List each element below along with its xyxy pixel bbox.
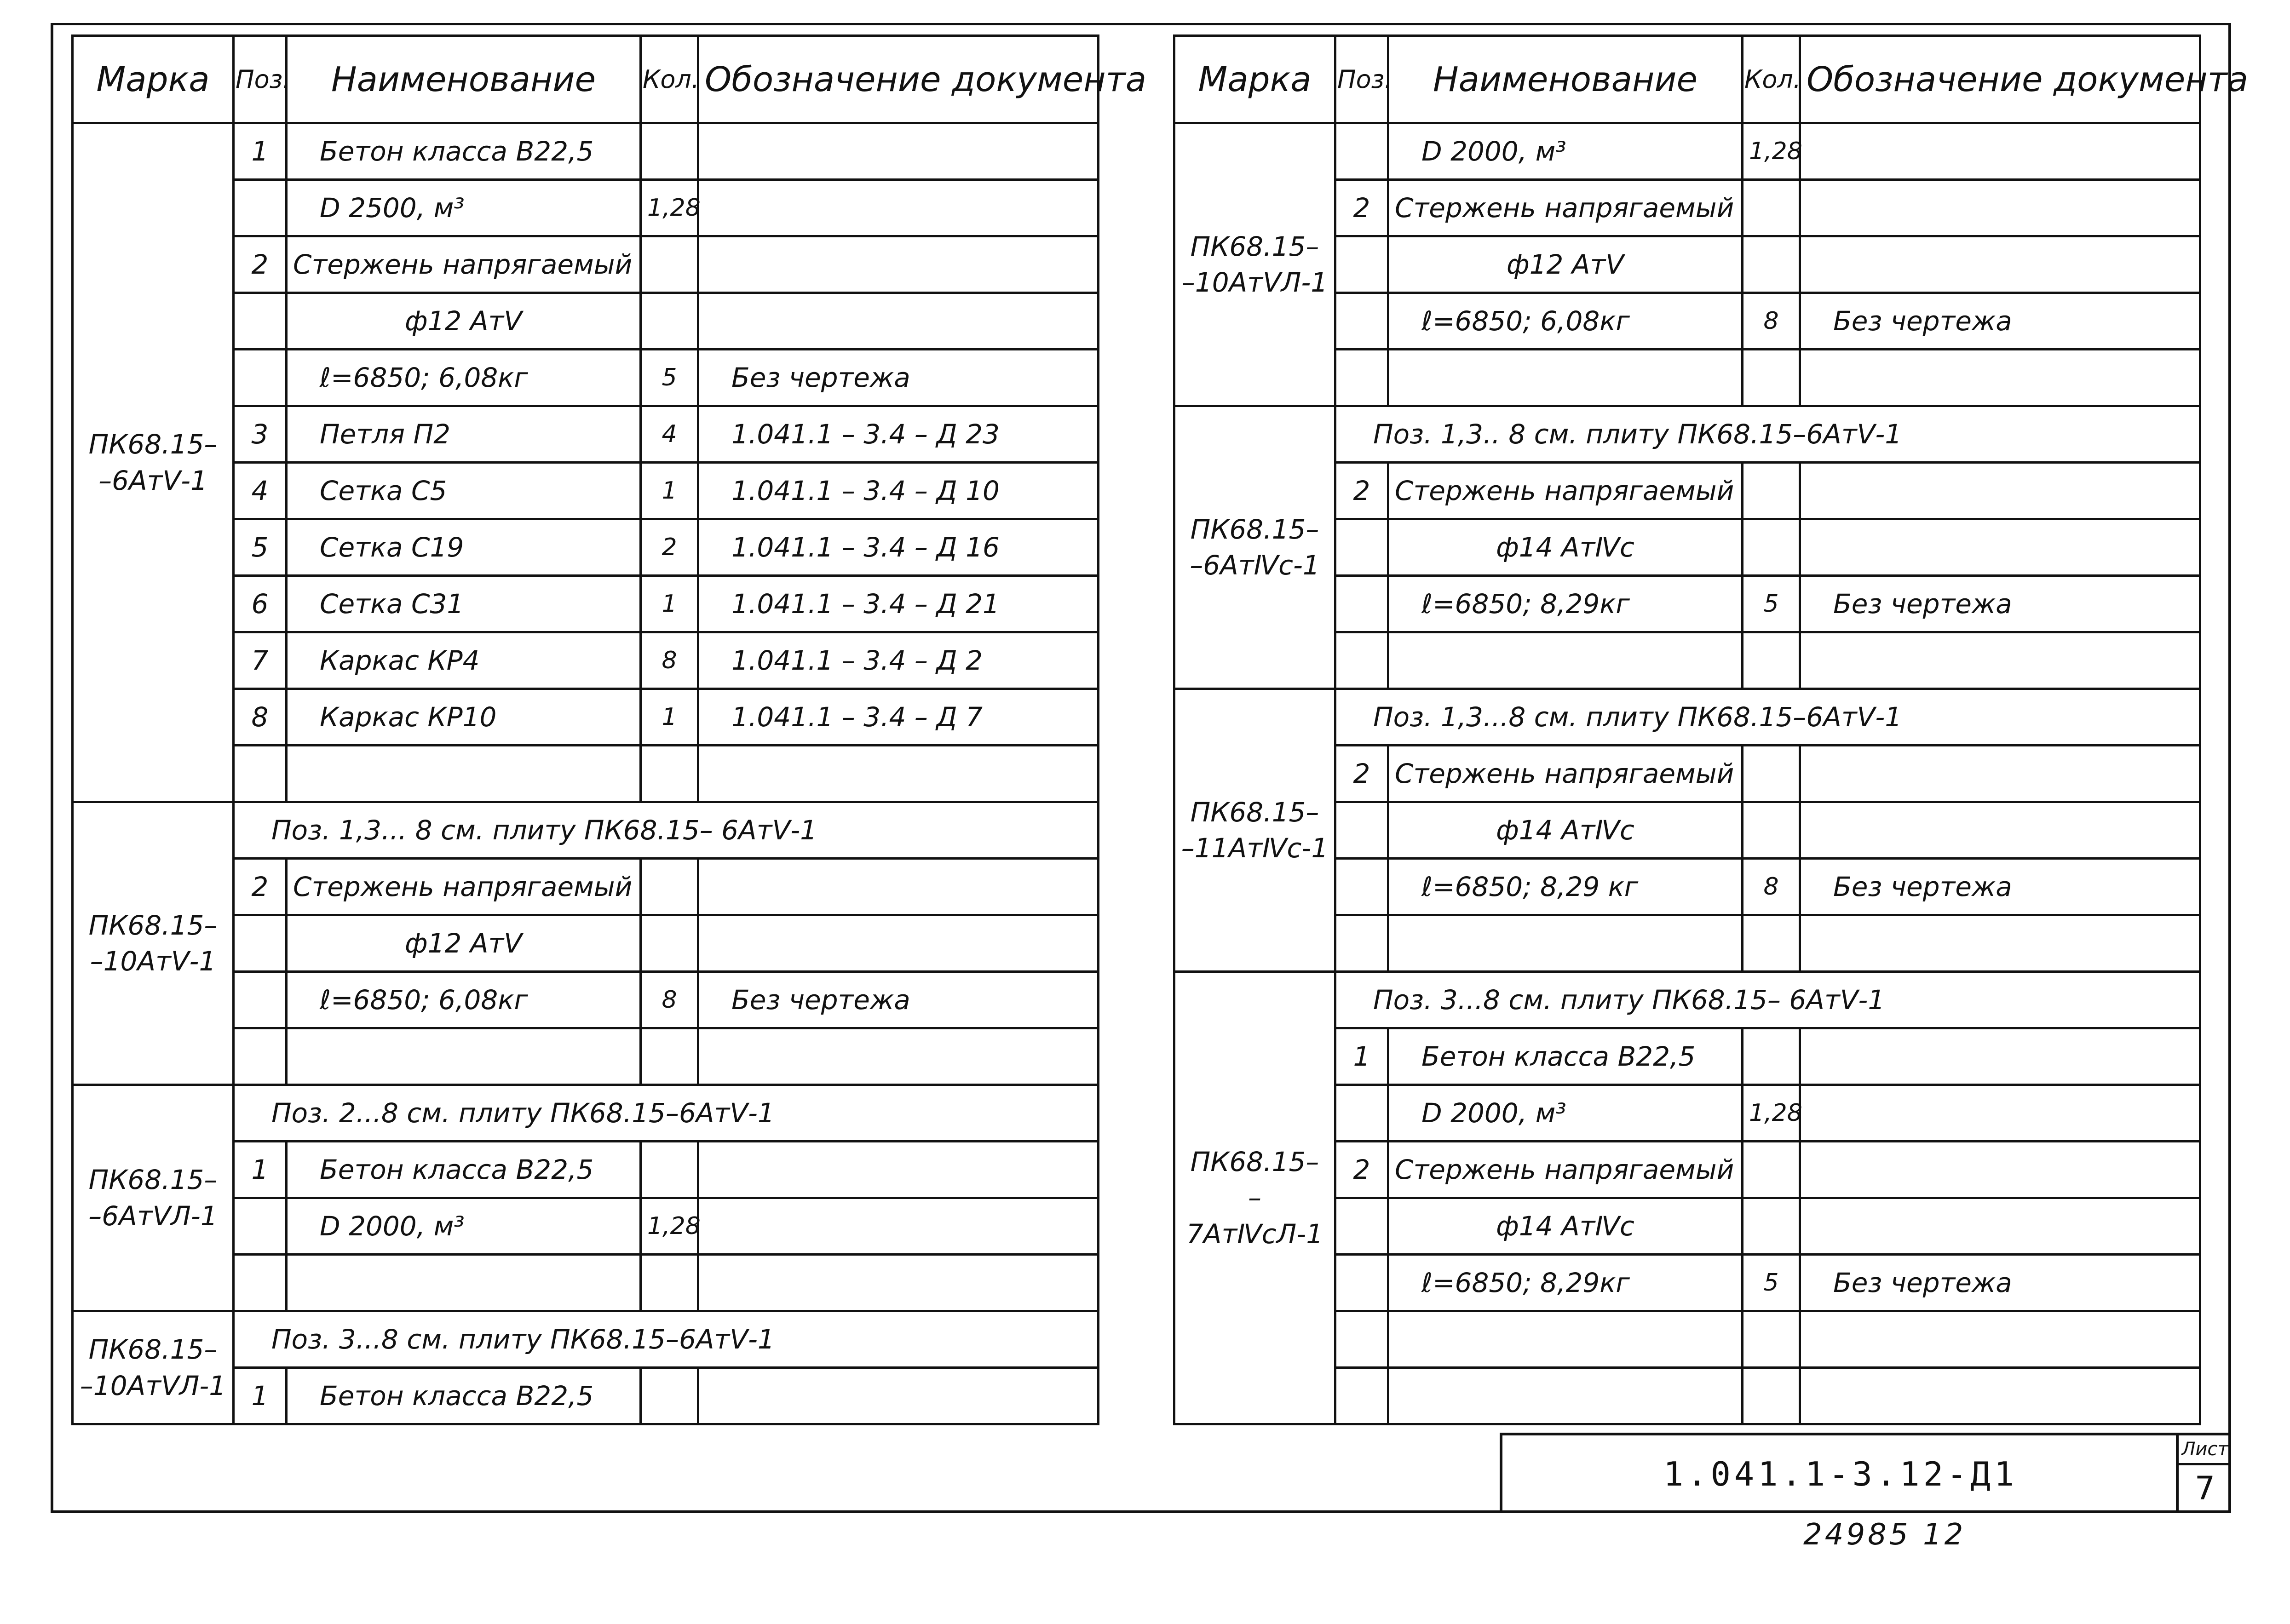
- pos-cell: [1335, 915, 1388, 972]
- pos-cell: 2: [1335, 463, 1388, 519]
- qty-cell: 8: [641, 632, 698, 689]
- name-cell: ф14 АтⅣс: [1388, 802, 1743, 859]
- pos-cell: 1: [1335, 1028, 1388, 1085]
- doc-cell: [698, 123, 1099, 180]
- doc-cell: 1.041.1 – 3.4 – Д 16: [698, 519, 1099, 576]
- doc-cell: 1.041.1 – 3.4 – Д 2: [698, 632, 1099, 689]
- reference-note: Поз. 1,3...8 см. плиту ПК68.15–6АтⅤ-1: [1335, 689, 2200, 746]
- pos-cell: 1: [234, 1142, 287, 1198]
- doc-cell: [698, 1028, 1099, 1085]
- header-qty: Кол.: [1743, 36, 1800, 123]
- doc-cell: [1800, 1085, 2200, 1142]
- table-row: [73, 123, 1099, 180]
- header-pos: Поз.: [234, 36, 287, 123]
- mark-cell: ПК68.15– –10АтⅤЛ-1: [73, 1311, 234, 1424]
- doc-cell: 1.041.1 – 3.4 – Д 23: [698, 406, 1099, 463]
- name-cell: Бетон класса В22,5: [1388, 1028, 1743, 1085]
- pos-cell: [1335, 519, 1388, 576]
- header-mark: Марка: [73, 36, 234, 123]
- header-pos: Поз.: [1335, 36, 1388, 123]
- name-cell: ℓ=6850; 6,08кг: [287, 972, 641, 1028]
- doc-cell: [698, 293, 1099, 350]
- qty-cell: 1: [641, 689, 698, 746]
- pos-cell: 4: [234, 463, 287, 519]
- doc-cell: Без чертежа: [1800, 1255, 2200, 1311]
- doc-cell: [698, 859, 1099, 915]
- qty-cell: 1: [641, 576, 698, 632]
- doc-cell: [698, 1142, 1099, 1198]
- pos-cell: [1335, 576, 1388, 632]
- table-header-row: [73, 36, 1099, 123]
- qty-cell: 8: [1743, 859, 1800, 915]
- name-cell: Стержень напрягаемый: [1388, 746, 1743, 802]
- name-cell: [287, 1255, 641, 1311]
- pos-cell: [1335, 1198, 1388, 1255]
- name-cell: [1388, 632, 1743, 689]
- name-cell: Бетон класса В22,5: [287, 1368, 641, 1424]
- qty-cell: [1743, 1368, 1800, 1424]
- pos-cell: 2: [234, 859, 287, 915]
- qty-cell: [1743, 1142, 1800, 1198]
- pos-cell: 2: [1335, 1142, 1388, 1198]
- title-block-stamp: [1500, 1433, 2231, 1513]
- doc-cell: [1800, 519, 2200, 576]
- pos-cell: 6: [234, 576, 287, 632]
- mark-cell: ПК68.15– –6АтⅤЛ-1: [73, 1085, 234, 1311]
- pos-cell: [1335, 802, 1388, 859]
- pos-cell: 2: [234, 236, 287, 293]
- pos-cell: [1335, 123, 1388, 180]
- qty-cell: [1743, 915, 1800, 972]
- header-doc: Обозначение документа: [1800, 36, 2200, 123]
- doc-cell: Без чертежа: [1800, 859, 2200, 915]
- pos-cell: [234, 1198, 287, 1255]
- qty-cell: [641, 1255, 698, 1311]
- mark-cell: ПК68.15– –6АтⅣс-1: [1174, 406, 1335, 689]
- name-cell: ℓ=6850; 6,08кг: [1388, 293, 1743, 350]
- qty-cell: 5: [641, 350, 698, 406]
- name-cell: ф14 АтⅣс: [1388, 1198, 1743, 1255]
- pos-cell: 5: [234, 519, 287, 576]
- qty-cell: 1: [641, 463, 698, 519]
- qty-cell: [1743, 1311, 1800, 1368]
- doc-cell: [1800, 180, 2200, 236]
- pos-cell: [1335, 859, 1388, 915]
- pos-cell: 2: [1335, 746, 1388, 802]
- name-cell: Стержень напрягаемый: [1388, 180, 1743, 236]
- pos-cell: [1335, 1255, 1388, 1311]
- name-cell: ф12 АтⅤ: [287, 293, 641, 350]
- name-cell: ℓ=6850; 8,29кг: [1388, 576, 1743, 632]
- pos-cell: [234, 972, 287, 1028]
- name-cell: Бетон класса В22,5: [287, 1142, 641, 1198]
- header-doc: Обозначение документа: [698, 36, 1099, 123]
- qty-cell: 1,28: [641, 1198, 698, 1255]
- qty-cell: [641, 293, 698, 350]
- qty-cell: [641, 859, 698, 915]
- name-cell: [1388, 915, 1743, 972]
- name-cell: Стержень напрягаемый: [1388, 463, 1743, 519]
- doc-cell: Без чертежа: [1800, 293, 2200, 350]
- doc-cell: [1800, 1311, 2200, 1368]
- name-cell: D 2500, м³: [287, 180, 641, 236]
- name-cell: [287, 746, 641, 802]
- doc-cell: [1800, 350, 2200, 406]
- qty-cell: [641, 915, 698, 972]
- pos-cell: [1335, 632, 1388, 689]
- qty-cell: [1743, 802, 1800, 859]
- qty-cell: 2: [641, 519, 698, 576]
- qty-cell: 1,28: [641, 180, 698, 236]
- header-name: Наименование: [1388, 36, 1743, 123]
- mark-cell: ПК68.15– –6АтⅤ-1: [73, 123, 234, 802]
- doc-cell: 1.041.1 – 3.4 – Д 7: [698, 689, 1099, 746]
- doc-cell: Без чертежа: [1800, 576, 2200, 632]
- name-cell: Сетка С5: [287, 463, 641, 519]
- pos-cell: [1335, 236, 1388, 293]
- mark-cell: ПК68.15– –10АтⅤ-1: [73, 802, 234, 1085]
- sheet-number-box: [2176, 1435, 2231, 1513]
- qty-cell: [641, 1142, 698, 1198]
- qty-cell: [1743, 1198, 1800, 1255]
- pos-cell: 3: [234, 406, 287, 463]
- doc-cell: [698, 1255, 1099, 1311]
- doc-cell: [1800, 463, 2200, 519]
- qty-cell: 8: [641, 972, 698, 1028]
- name-cell: Стержень напрягаемый: [287, 859, 641, 915]
- pos-cell: [234, 915, 287, 972]
- doc-cell: [698, 180, 1099, 236]
- qty-cell: 4: [641, 406, 698, 463]
- doc-cell: [1800, 746, 2200, 802]
- specification-table-right: [1173, 34, 2249, 1425]
- pos-cell: [234, 293, 287, 350]
- name-cell: [1388, 1311, 1743, 1368]
- qty-cell: [1743, 1028, 1800, 1085]
- name-cell: ℓ=6850; 8,29кг: [1388, 1255, 1743, 1311]
- pos-cell: [1335, 293, 1388, 350]
- doc-cell: [1800, 1028, 2200, 1085]
- name-cell: [1388, 1368, 1743, 1424]
- name-cell: Стержень напрягаемый: [1388, 1142, 1743, 1198]
- name-cell: Каркас КР10: [287, 689, 641, 746]
- name-cell: ф12 АтⅤ: [1388, 236, 1743, 293]
- table-row: [1174, 972, 2200, 1028]
- reference-note: Поз. 1,3.. 8 см. плиту ПК68.15–6АтⅤ-1: [1335, 406, 2200, 463]
- name-cell: ℓ=6850; 6,08кг: [287, 350, 641, 406]
- table-row: [73, 1085, 1099, 1142]
- pos-cell: [1335, 350, 1388, 406]
- pos-cell: [234, 350, 287, 406]
- qty-cell: 8: [1743, 293, 1800, 350]
- qty-cell: [641, 236, 698, 293]
- doc-cell: 1.041.1 – 3.4 – Д 10: [698, 463, 1099, 519]
- qty-cell: 5: [1743, 576, 1800, 632]
- sheet-label: Лист: [2179, 1435, 2231, 1465]
- table-row: [1174, 689, 2200, 746]
- pos-cell: 8: [234, 689, 287, 746]
- name-cell: [1388, 350, 1743, 406]
- doc-cell: Без чертежа: [698, 350, 1099, 406]
- qty-cell: 1,28: [1743, 1085, 1800, 1142]
- name-cell: ℓ=6850; 8,29 кг: [1388, 859, 1743, 915]
- name-cell: D 2000, м³: [1388, 123, 1743, 180]
- pos-cell: [234, 1255, 287, 1311]
- name-cell: ф12 АтⅤ: [287, 915, 641, 972]
- qty-cell: [641, 1368, 698, 1424]
- qty-cell: 1,28: [1743, 123, 1800, 180]
- pos-cell: [234, 1028, 287, 1085]
- name-cell: Стержень напрягаемый: [287, 236, 641, 293]
- name-cell: Сетка С19: [287, 519, 641, 576]
- pos-cell: [234, 746, 287, 802]
- qty-cell: [1743, 519, 1800, 576]
- doc-cell: Без чертежа: [698, 972, 1099, 1028]
- qty-cell: [1743, 236, 1800, 293]
- table-row: [1174, 406, 2200, 463]
- qty-cell: [1743, 746, 1800, 802]
- doc-cell: [698, 746, 1099, 802]
- name-cell: ф14 АтⅣс: [1388, 519, 1743, 576]
- reference-note: Поз. 3...8 см. плиту ПК68.15– 6АтⅤ-1: [1335, 972, 2200, 1028]
- doc-cell: [1800, 1198, 2200, 1255]
- mark-cell: ПК68.15– –10АтⅤЛ-1: [1174, 123, 1335, 406]
- qty-cell: [1743, 180, 1800, 236]
- qty-cell: [641, 123, 698, 180]
- table-row: [73, 802, 1099, 859]
- name-cell: Каркас КР4: [287, 632, 641, 689]
- archive-number: 24985 12: [1803, 1518, 1966, 1552]
- qty-cell: [641, 746, 698, 802]
- document-code: 1.041.1-3.12-Д1: [1663, 1455, 2018, 1493]
- mark-cell: ПК68.15– –7АтⅣсЛ-1: [1174, 972, 1335, 1424]
- reference-note: Поз. 3...8 см. плиту ПК68.15–6АтⅤ-1: [234, 1311, 1099, 1368]
- pos-cell: [1335, 1368, 1388, 1424]
- pos-cell: [1335, 1311, 1388, 1368]
- header-name: Наименование: [287, 36, 641, 123]
- pos-cell: 1: [234, 123, 287, 180]
- header-qty: Кол.: [641, 36, 698, 123]
- doc-cell: 1.041.1 – 3.4 – Д 21: [698, 576, 1099, 632]
- doc-cell: [698, 915, 1099, 972]
- doc-cell: [1800, 1368, 2200, 1424]
- sheet-number: 7: [2194, 1469, 2215, 1507]
- table-header-row: [1174, 36, 2200, 123]
- doc-cell: [1800, 236, 2200, 293]
- pos-cell: 2: [1335, 180, 1388, 236]
- name-cell: Сетка С31: [287, 576, 641, 632]
- doc-cell: [1800, 915, 2200, 972]
- doc-cell: [1800, 1142, 2200, 1198]
- doc-cell: [1800, 632, 2200, 689]
- name-cell: [287, 1028, 641, 1085]
- qty-cell: [1743, 632, 1800, 689]
- reference-note: Поз. 1,3... 8 см. плиту ПК68.15– 6АтⅤ-1: [234, 802, 1099, 859]
- name-cell: D 2000, м³: [1388, 1085, 1743, 1142]
- doc-cell: [698, 1368, 1099, 1424]
- header-mark: Марка: [1174, 36, 1335, 123]
- qty-cell: [1743, 463, 1800, 519]
- pos-cell: 1: [234, 1368, 287, 1424]
- mark-cell: ПК68.15– –11АтⅣс-1: [1174, 689, 1335, 972]
- qty-cell: [1743, 350, 1800, 406]
- qty-cell: [641, 1028, 698, 1085]
- doc-cell: [698, 236, 1099, 293]
- name-cell: D 2000, м³: [287, 1198, 641, 1255]
- pos-cell: [1335, 1085, 1388, 1142]
- table-row: [73, 1311, 1099, 1368]
- reference-note: Поз. 2...8 см. плиту ПК68.15–6АтⅤ-1: [234, 1085, 1099, 1142]
- table-row: [1174, 123, 2200, 180]
- pos-cell: [234, 180, 287, 236]
- name-cell: Петля П2: [287, 406, 641, 463]
- doc-cell: [1800, 802, 2200, 859]
- name-cell: Бетон класса В22,5: [287, 123, 641, 180]
- doc-cell: [698, 1198, 1099, 1255]
- qty-cell: 5: [1743, 1255, 1800, 1311]
- doc-cell: [1800, 123, 2200, 180]
- specification-table-left: [71, 34, 1147, 1425]
- pos-cell: 7: [234, 632, 287, 689]
